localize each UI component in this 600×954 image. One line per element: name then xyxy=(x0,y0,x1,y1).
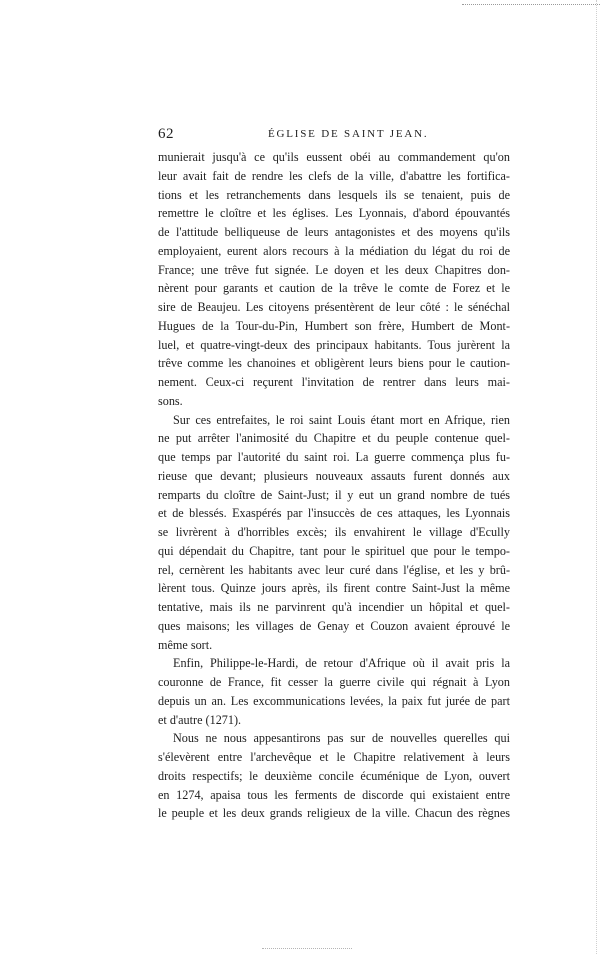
scan-edge-mark-right xyxy=(596,0,597,954)
text-line: et d'autre (1271). xyxy=(158,712,242,727)
text-line: remettre le cloître et les églises. Les Lyonnais, d'abord épouvantés xyxy=(158,206,510,221)
text-line: France; une trêve fut signée. Le doyen et les deux Chapitres don- xyxy=(158,262,510,277)
body-text xyxy=(158,148,510,823)
text-line: rieuse que devant; plusieurs nouveaux assauts furent donnés aux xyxy=(158,468,510,483)
text-line: en 1274, apaisa tous les ferments de discorde qui existaient entre xyxy=(158,787,510,802)
scan-edge-mark-top xyxy=(462,4,600,5)
text-line: employaient, eurent alors recours à la médiation du légat du roi de xyxy=(158,243,510,258)
text-line: lèrent tous. Quinze jours après, ils firent contre Saint-Just la même xyxy=(158,581,510,596)
text-line: rel, cernèrent les habitants avec leur curé dans l'église, et les y brû- xyxy=(158,562,510,577)
text-line: qui dépendait du Chapitre, tant pour le spirituel que pour le tempo- xyxy=(158,543,510,558)
text-line: luel, et quatre-vingt-deux des principaux habitants. Tous jurèrent la xyxy=(158,337,510,352)
text-line: depuis un an. Les excommunications levées, la paix fut jurée de part xyxy=(158,693,510,708)
text-line: droits respectifs; le deuxième concile écuménique de Lyon, ouvert xyxy=(158,768,510,783)
text-line: que temps par l'autorité du saint roi. La guerre commença plus fu- xyxy=(158,450,510,464)
text-line: sire de Beaujeu. Les citoyens présentèrent de leur côté : le sénéchal xyxy=(158,300,510,314)
text-line: leur avait fait de rendre les clefs de la ville, d'abattre les fortifica- xyxy=(158,168,510,183)
text-line: couronne de France, fit cesser la guerre civile qui régnait à Lyon xyxy=(158,675,510,689)
text-line: et de blessés. Exaspérés par l'insuccès de ces attaques, les Lyonnais xyxy=(158,506,510,521)
text-line: Hugues de la Tour-du-Pin, Humbert son frère, Humbert de Mont- xyxy=(158,318,510,333)
text-line: le peuple et les deux grands religieux de la ville. Chacun des règnes xyxy=(158,806,510,821)
text-line: nèrent pour garants et caution de la trêve le comte de Forez et le xyxy=(158,281,510,296)
page-number: 62 xyxy=(158,126,174,142)
text-line: tentative, mais ils ne parvinrent qu'à incendier un hôpital et quel- xyxy=(158,600,510,614)
text-line: nement. Ceux-ci reçurent l'invitation de rentrer dans leurs mai- xyxy=(158,375,510,389)
text-line: de l'attitude belliqueuse de leurs antagonistes et des moyens qu'ils xyxy=(158,225,510,239)
scan-edge-mark-bottom xyxy=(262,948,352,949)
paragraph-first-line: Enfin, Philippe-le-Hardi, de retour d'Afrique où il avait pris la xyxy=(173,656,510,671)
text-line: ques maisons; les villages de Genay et Couzon avaient éprouvé le xyxy=(158,618,510,633)
paragraph-first-line: Sur ces entrefaites, le roi saint Louis étant mort en Afrique, rien xyxy=(173,412,510,427)
text-line: trêve comme les chanoines et obligèrent leurs biens pour le caution- xyxy=(158,356,510,371)
text-line: ne put arrêter l'animosité du Chapitre et du peuple contenue quel- xyxy=(158,431,510,446)
text-line: tions et les retranchements dans lesquels ils se tenaient, puis de xyxy=(158,187,510,202)
running-head xyxy=(158,126,510,146)
text-line: même sort. xyxy=(158,637,213,652)
text-line: sons. xyxy=(158,393,183,408)
text-line: s'élevèrent entre l'archevêque et le Chapitre relativement à leurs xyxy=(158,750,510,764)
running-title: ÉGLISE DE SAINT JEAN. xyxy=(268,128,429,140)
text-line: remparts du cloître de Saint-Just; il y eut un grand nombre de tués xyxy=(158,487,510,502)
paragraph-first-line: Nous ne nous appesantirons pas sur de nouvelles querelles qui xyxy=(173,731,510,746)
text-line: se livrèrent à d'horribles excès; ils envahirent le village d'Ecully xyxy=(158,525,510,539)
text-line: munierait jusqu'à ce qu'ils eussent obéi au commandement qu'on xyxy=(158,150,510,164)
